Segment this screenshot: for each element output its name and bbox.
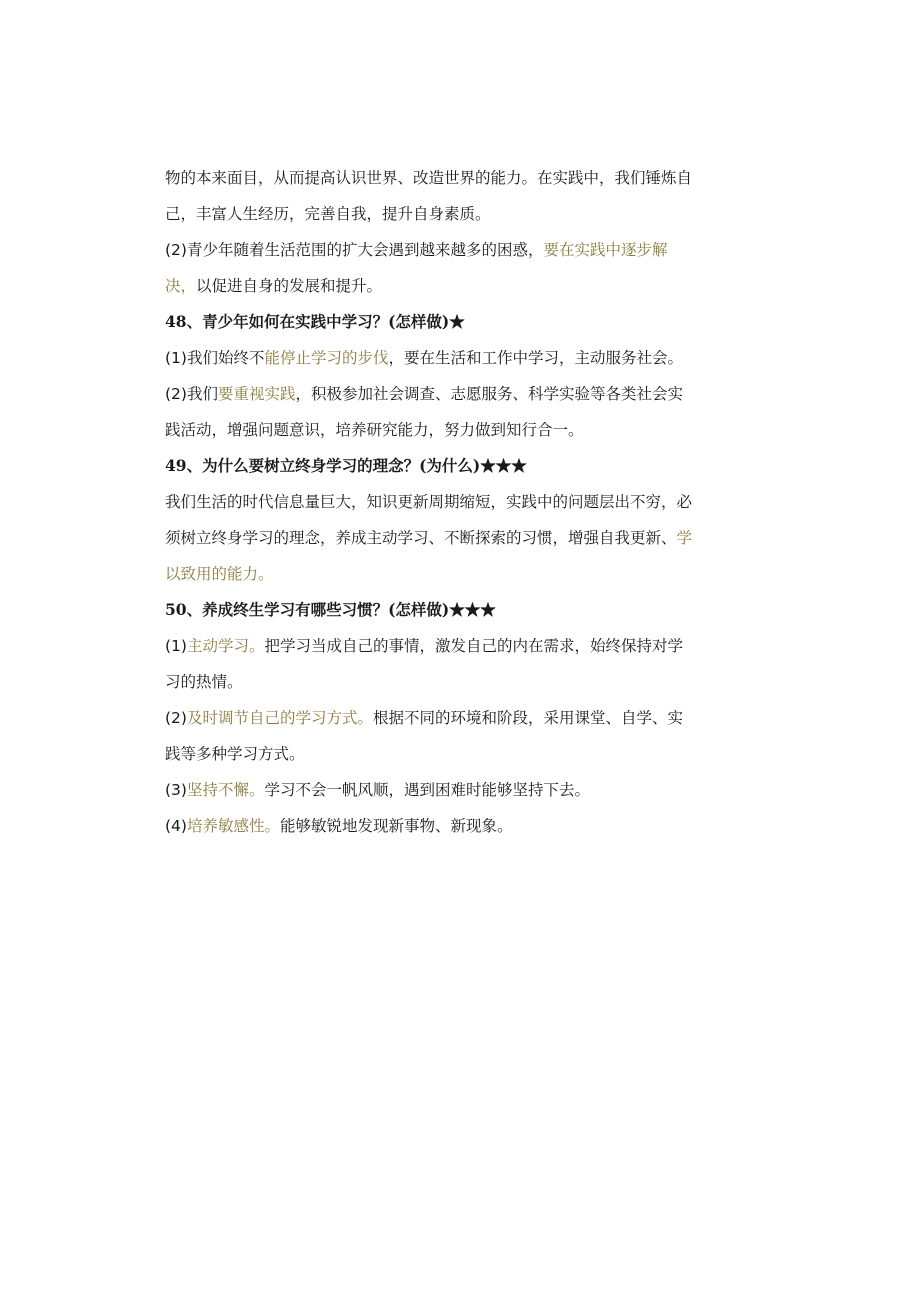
highlighted-text: 培养敏感性。 — [186, 817, 280, 835]
text-line — [165, 268, 755, 304]
item-number: (3) — [165, 781, 187, 799]
document-body — [165, 160, 755, 844]
text-line — [165, 520, 755, 556]
text-line — [165, 484, 755, 520]
text-line — [165, 196, 755, 232]
item-number: (2) — [165, 709, 187, 727]
item-number: (4) — [165, 817, 187, 835]
text-segment: 48、青少年如何在实践中学习？(怎样做)★ — [165, 312, 465, 331]
item-number: (1) — [165, 637, 187, 655]
highlighted-text: 主动学习。 — [186, 637, 265, 655]
text-line — [165, 412, 755, 448]
highlighted-text: 坚持不懈。 — [186, 781, 265, 799]
text-segment: 我们 — [186, 385, 218, 403]
text-segment: 须树立终身学习的理念，养成主动学习、不断探索的习惯，增强自我更新、 — [165, 529, 677, 547]
text-segment: 青少年随着生活范围的扩大会遇到越来越多的困惑， — [186, 241, 544, 259]
text-line — [165, 232, 755, 268]
text-segment: ，积极参加社会调查、志愿服务、科学实验等各类社会实 — [295, 385, 684, 403]
text-segment: 我们始终不 — [186, 349, 265, 367]
section-heading — [165, 592, 755, 628]
highlighted-text: 要在实践中逐步解 — [543, 241, 668, 259]
text-segment: 我们生活的时代信息量巨大，知识更新周期缩短，实践中的问题层出不穷，必 — [165, 493, 693, 511]
item-number: (2) — [165, 241, 187, 259]
text-line — [165, 808, 755, 844]
section-heading — [165, 448, 755, 484]
highlighted-text: 及时调节自己的学习方式。 — [186, 709, 373, 727]
text-segment: 以促进自身的发展和提升。 — [196, 277, 383, 295]
text-segment: 践活动，增强问题意识，培养研究能力，努力做到知行合一。 — [165, 421, 584, 439]
text-line — [165, 628, 755, 664]
text-segment: 根据不同的环境和阶段，采用课堂、自学、实 — [372, 709, 683, 727]
highlighted-text: 能停止学习的步伐 — [264, 349, 389, 367]
text-line — [165, 376, 755, 412]
text-line — [165, 556, 755, 592]
item-number: (2) — [165, 385, 187, 403]
text-line — [165, 736, 755, 772]
section-heading — [165, 304, 755, 340]
text-segment: 49、为什么要树立终身学习的理念？(为什么)★★★ — [165, 456, 527, 475]
text-line — [165, 772, 755, 808]
item-number: (1) — [165, 349, 187, 367]
highlighted-text: 以致用的能力。 — [165, 565, 274, 583]
text-segment: 学习不会一帆风顺，遇到困难时能够坚持下去。 — [264, 781, 590, 799]
text-segment: 50、养成终生学习有哪些习惯？(怎样做)★★★ — [165, 600, 496, 619]
text-segment: 己，丰富人生经历，完善自我，提升自身素质。 — [165, 205, 491, 223]
highlighted-text: 决， — [165, 277, 197, 295]
text-segment: 践等多种学习方式。 — [165, 745, 305, 763]
text-segment: 物的本来面目，从而提高认识世界、改造世界的能力。在实践中，我们锤炼自 — [165, 169, 693, 187]
text-segment: 把学习当成自己的事情，激发自己的内在需求，始终保持对学 — [264, 637, 683, 655]
text-segment: 习的热情。 — [165, 673, 243, 691]
text-line — [165, 664, 755, 700]
text-line — [165, 160, 755, 196]
highlighted-text: 学 — [676, 529, 693, 547]
highlighted-text: 要重视实践 — [217, 385, 296, 403]
text-line — [165, 700, 755, 736]
text-line — [165, 340, 755, 376]
text-segment: 能够敏锐地发现新事物、新现象。 — [279, 817, 513, 835]
text-segment: ，要在生活和工作中学习，主动服务社会。 — [388, 349, 684, 367]
